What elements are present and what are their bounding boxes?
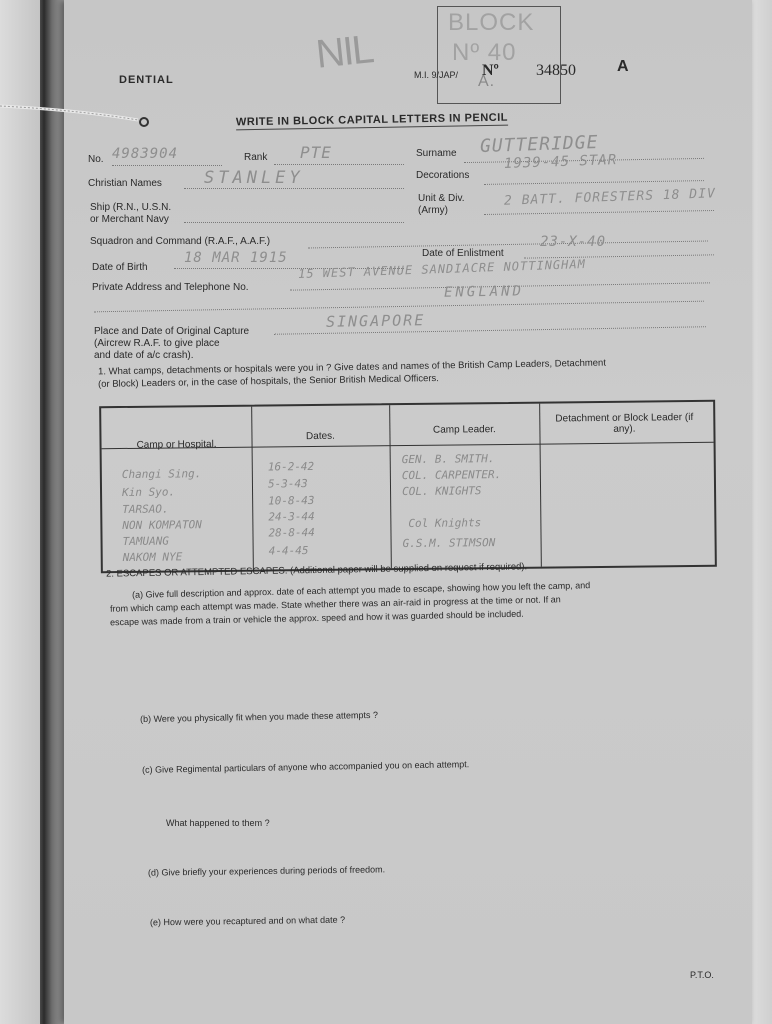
camp-entry: TARSAO. bbox=[122, 502, 169, 516]
surname-label: Surname bbox=[416, 148, 457, 159]
ship-label-1: Ship (R.N., U.S.N. bbox=[90, 202, 172, 213]
classification-label: DENTIAL bbox=[119, 74, 174, 86]
dob-value: 18 MAR 1915 bbox=[184, 250, 288, 266]
christian-names-value: STANLEY bbox=[204, 168, 304, 188]
binding-string bbox=[0, 100, 150, 130]
camp-entry: Changi Sing. bbox=[121, 467, 202, 481]
ship-line bbox=[184, 222, 404, 223]
date-entry: 28-8-44 bbox=[268, 525, 315, 540]
address-line-2 bbox=[94, 301, 704, 313]
leader-entry: COL. CARPENTER. bbox=[401, 468, 502, 483]
header-camp-leader: Camp Leader. bbox=[432, 424, 496, 436]
camp-entry: TAMUANG bbox=[122, 534, 169, 548]
squadron-line bbox=[308, 241, 708, 249]
adjacent-page-left bbox=[0, 0, 40, 1024]
leader-entry: G.S.M. STIMSON bbox=[402, 536, 496, 551]
question-2e: (e) How were you recaptured and on what date ? bbox=[149, 914, 346, 928]
date-entry: 24-3-44 bbox=[268, 509, 315, 524]
question-2-title: 2. ESCAPES OR ATTEMPTED ESCAPES. (Additional paper will be supplied on request if required). bbox=[105, 561, 528, 580]
decorations-label: Decorations bbox=[416, 170, 470, 181]
enlistment-value: 23-X-40 bbox=[540, 234, 607, 250]
leader-entry: COL. KNIGHTS bbox=[401, 484, 482, 499]
camp-entry: Kin Syo. bbox=[121, 485, 176, 499]
pto-label: P.T.O. bbox=[690, 970, 714, 980]
christian-names-label: Christian Names bbox=[88, 178, 162, 189]
no-value: 4983904 bbox=[112, 146, 179, 162]
unit-label-2: (Army) bbox=[418, 205, 448, 216]
question-2b: (b) Were you physically fit when you made these attempts ? bbox=[139, 709, 379, 725]
block-stamp bbox=[437, 6, 561, 104]
decorations-line bbox=[484, 180, 704, 185]
camps-table bbox=[99, 400, 717, 573]
date-entry: 16-2-42 bbox=[267, 459, 315, 474]
address-value-2: ENGLAND bbox=[443, 283, 525, 301]
date-entry: 10-8-43 bbox=[268, 493, 315, 508]
question-2c: (c) Give Regimental particulars of anyone who accompanied you on each attempt. bbox=[141, 759, 470, 775]
question-2d: (d) Give briefly your experiences during periods of freedom. bbox=[147, 864, 386, 878]
question-2c-followup: What happened to them ? bbox=[166, 818, 270, 828]
squadron-label: Squadron and Command (R.A.F., A.A.F.) bbox=[90, 236, 271, 247]
surname-value: GUTTERIDGE bbox=[479, 131, 599, 158]
capture-label-2: (Aircrew R.A.F. to give place bbox=[94, 338, 220, 349]
date-entry: 4-4-45 bbox=[268, 544, 309, 558]
instruction-heading: WRITE IN BLOCK CAPITAL LETTERS IN PENCIL bbox=[235, 111, 509, 129]
table-divider bbox=[539, 404, 542, 567]
rank-value: PTE bbox=[300, 143, 332, 162]
capture-label-3: and date of a/c crash). bbox=[94, 350, 194, 361]
block-stamp-letter: A. bbox=[478, 73, 496, 90]
unit-line bbox=[484, 210, 714, 215]
capture-label-1: Place and Date of Original Capture bbox=[94, 326, 250, 337]
leader-entry: Col Knights bbox=[408, 516, 482, 530]
capture-value: SINGAPORE bbox=[325, 311, 426, 331]
address-value-1: 15 WEST AVENUE SANDIACRE NOTTINGHAM bbox=[297, 256, 587, 282]
date-entry: 5-3-43 bbox=[267, 477, 308, 491]
question-1-line-2: (or Block) Leaders or, in the case of hospitals, the Senior British Medical Officers. bbox=[97, 373, 440, 390]
unit-label-1: Unit & Div. bbox=[418, 193, 465, 204]
question-2a-line-3: escape was made from a train or vehicle the approx. speed and how it was guarded should be included. bbox=[109, 608, 524, 628]
header-dates: Dates. bbox=[305, 430, 335, 443]
ship-label-2: or Merchant Navy bbox=[90, 214, 169, 225]
question-1-line-1: 1. What camps, detachments or hospitals were you in ? Give dates and names of the British Camp Leaders, Detachment bbox=[97, 357, 607, 378]
christian-line bbox=[184, 188, 404, 189]
nil-stamp: NIL bbox=[313, 27, 375, 77]
address-label: Private Address and Telephone No. bbox=[92, 282, 249, 293]
rank-line bbox=[274, 164, 404, 165]
dob-label: Date of Birth bbox=[92, 262, 148, 273]
form-number: 34850 bbox=[536, 62, 576, 79]
block-stamp-number: Nº 40 bbox=[452, 39, 517, 66]
camp-entry: NAKOM NYE bbox=[122, 550, 183, 564]
header-camp: Camp or Hospital. bbox=[136, 439, 217, 451]
enlistment-label: Date of Enlistment bbox=[422, 248, 504, 259]
block-stamp-word: BLOCK bbox=[448, 9, 535, 36]
question-2a-line-1: (a) Give full description and approx. date of each attempt you made to escape, showing how you left the camp, and bbox=[131, 580, 591, 600]
no-line bbox=[112, 165, 222, 166]
table-divider bbox=[251, 407, 254, 570]
leader-entry: GEN. B. SMITH. bbox=[401, 452, 495, 467]
table-divider bbox=[389, 405, 392, 568]
no-label: No. bbox=[88, 154, 104, 165]
camp-entry: NON KOMPATON bbox=[122, 518, 202, 532]
form-letter: A bbox=[617, 58, 629, 75]
unit-value: 2 BATT. FORESTERS 18 DIV bbox=[503, 186, 717, 209]
decorations-value: 1939-45 STAR bbox=[503, 152, 618, 172]
header-detachment: Detachment or Block Leader (if any). bbox=[555, 412, 694, 435]
number-label: Nº bbox=[482, 62, 499, 79]
question-2a-line-2: from which camp each attempt was made. State whether there was an air-raid in progress at the time or not. If an bbox=[109, 594, 561, 614]
mi-reference: M.I. 9/JAP/ bbox=[414, 70, 459, 80]
rank-label: Rank bbox=[244, 152, 268, 163]
